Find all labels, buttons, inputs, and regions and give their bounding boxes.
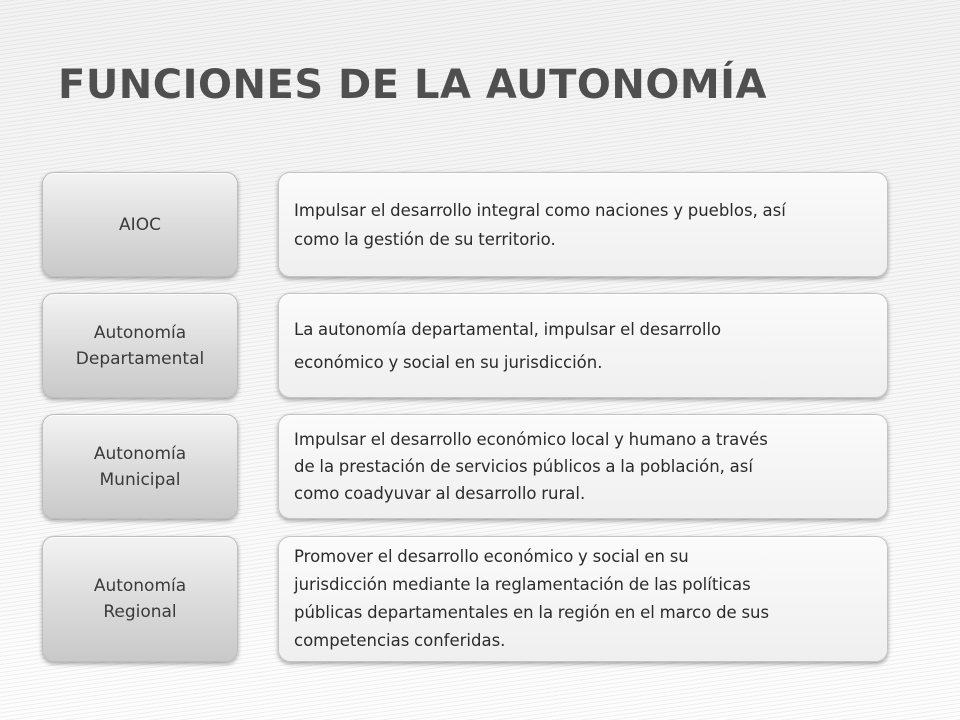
label-box-regional bbox=[42, 536, 238, 662]
label-text: AIOC bbox=[119, 214, 161, 235]
description-box-regional bbox=[278, 536, 888, 662]
label-text: Autonomía Regional bbox=[93, 576, 187, 622]
description-text: Impulsar el desarrollo económico local y humano a través de la prestación de servicios públicos a la población, así como coadyuvar al desarrollo rural. bbox=[294, 430, 768, 503]
label-text: Autonomía Municipal bbox=[93, 443, 187, 490]
description-text: Promover el desarrollo económico y social en su jurisdicción mediante la reglamentación de las políticas públicas departamentales en la región en el marco de sus competencias conferidas. bbox=[294, 547, 770, 650]
description-box-departamental bbox=[278, 293, 888, 398]
description-text: Impulsar el desarrollo integral como naciones y pueblos, así como la gestión de su territorio. bbox=[294, 200, 786, 249]
description-box-aioc bbox=[278, 172, 888, 277]
label-box-municipal bbox=[42, 414, 238, 519]
label-box-aioc bbox=[42, 172, 238, 277]
label-box-departamental bbox=[42, 293, 238, 398]
slide-title: FUNCIONES DE LA AUTONOMÍA bbox=[58, 62, 768, 108]
description-text: La autonomía departamental, impulsar el desarrollo económico y social en su jurisdicción. bbox=[294, 319, 722, 372]
description-box-municipal bbox=[278, 414, 888, 519]
label-text: Autonomía Departamental bbox=[75, 322, 205, 369]
